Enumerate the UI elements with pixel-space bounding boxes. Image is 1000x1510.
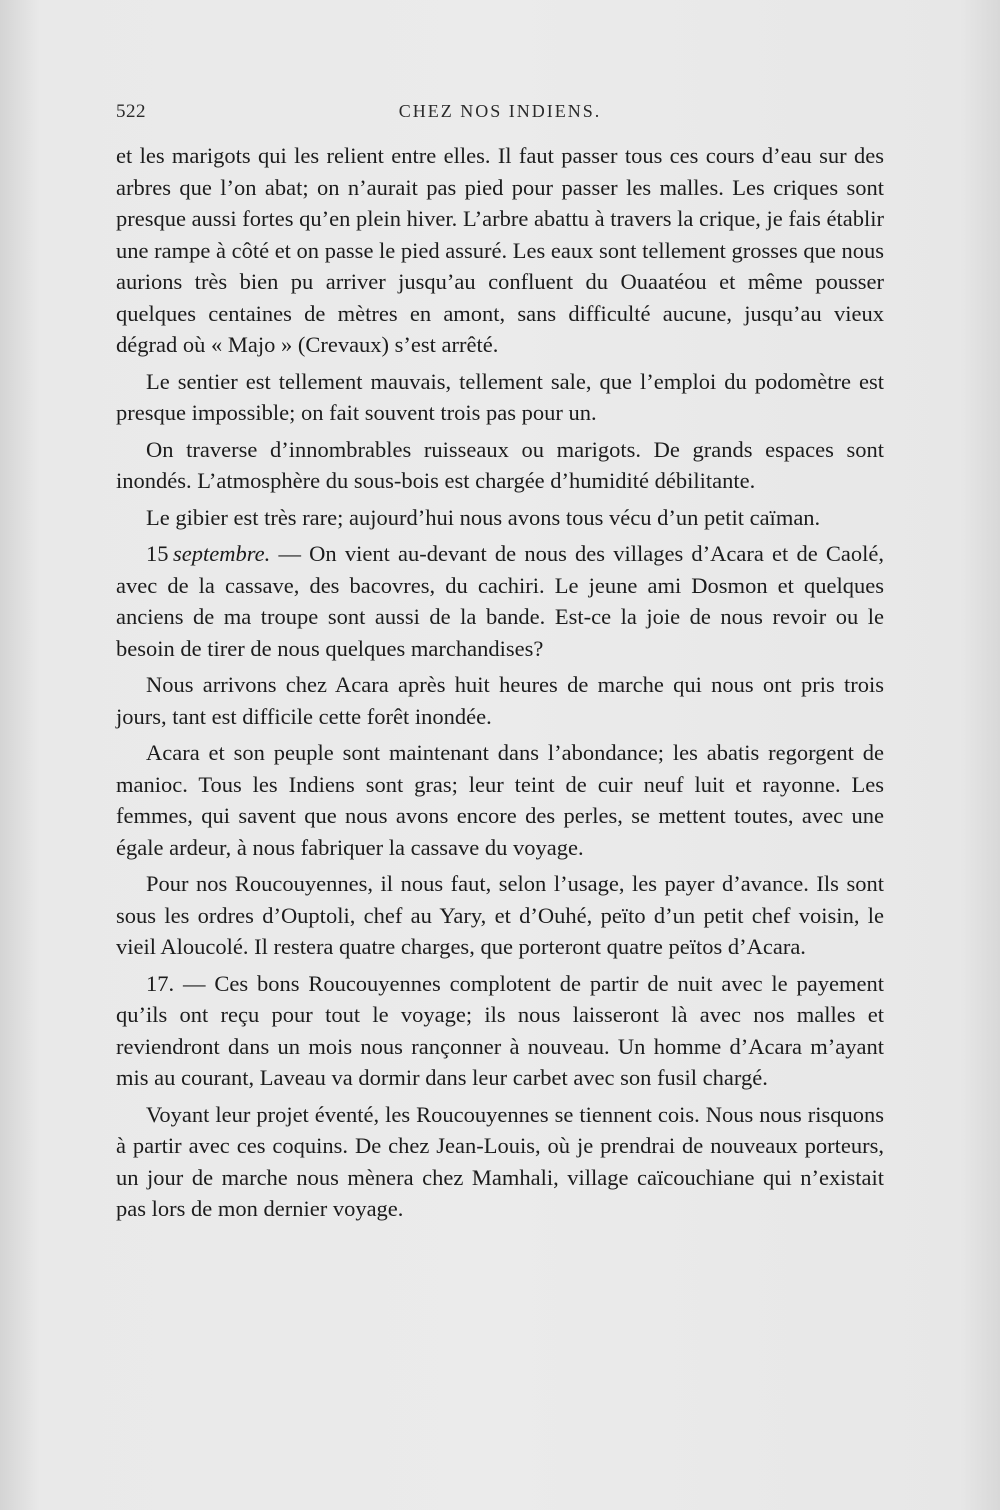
paragraph-dated-entry	[116, 538, 884, 664]
paragraph: Le sentier est tellement mauvais, tellement sale, que l’emploi du podomètre est presque impossible; on fait souvent trois pas pour un.	[116, 368, 884, 425]
paragraph: Le gibier est très rare; aujourd’hui nous avons tous vécu d’un petit caïman.	[146, 504, 821, 530]
running-title: CHEZ NOS INDIENS.	[398, 101, 602, 121]
paragraph: Voyant leur projet éventé, les Roucouyennes se tiennent cois. Nous nous risquons à partir avec ces coquins. De chez Jean-Louis, où je prendrai de nouveaux porteurs, un jour de marche nous mènera chez Mamhali, village caïcouchiane qui n’existait pas lors de mon dernier voyage.	[116, 1101, 884, 1221]
entry-text: — On vient au-devant de nous des villages d’Acara et de Caolé, avec de la cassave, des bacovres, du cachiri. Le jeune ami Dosmon et quelques anciens de ma troupe sont aussi de la bande. Est-ce la joie de nous revoir ou le besoin de tirer de nous quelques marchandises?	[116, 541, 884, 661]
page-header	[116, 101, 884, 131]
paragraph: 17. — Ces bons Roucouyennes complotent de partir de nuit avec le payement qu’ils ont reçu pour tout le voyage; ils nous laisseront là avec nos malles et reviendront dans un mois nous rançonner à nouveau. Un homme d’Acara m’ayant mis au courant, Laveau va dormir dans leur carbet avec son fusil chargé.	[116, 970, 884, 1090]
paragraph: On traverse d’innombrables ruisseaux ou marigots. De grands espaces sont inondés. L’atmosphère du sous-bois est chargée d’humidité débilitante.	[116, 436, 884, 493]
page-number: 522	[116, 101, 146, 122]
body-text	[116, 140, 884, 1230]
paragraph-continued: et les marigots qui les relient entre elles. Il faut passer tous ces cours d’eau sur des arbres que l’on abat; on n’aurait pas pied pour passer les malles. Les criques sont presque aussi fortes qu’en plein hiver. L’arbre abattu à travers la crique, je fais établir une rampe à côté et on passe le pied assuré. Les eaux sont tellement grosses que nous aurions très bien pu arriver jusqu’au confluent du Ouaatéou et même pousser quelques centaines de mètres en amont, sans difficulté aucune, jusqu’au vieux dégrad où « Majo » (Crevaux) s’est arrêté.	[116, 143, 884, 357]
entry-date-number: 15	[146, 541, 169, 566]
paragraph: Acara et son peuple sont maintenant dans l’abondance; les abatis regorgent de manioc. Tous les Indiens sont gras; leur teint de cuir neuf luit et rayonne. Les femmes, qui savent que nous avons encore des perles, se mettent toutes, avec une égale ardeur, à nous fabriquer la cassave du voyage.	[116, 740, 884, 860]
entry-date-month: septembre.	[173, 541, 271, 566]
paragraph: Pour nos Roucouyennes, il nous faut, selon l’usage, les payer d’avance. Ils sont sous les ordres d’Ouptoli, chef au Yary, et d’Ouhé, peïto d’un petit chef voisin, le vieil Aloucolé. Il restera quatre charges, que porteront quatre peïtos d’Acara.	[116, 871, 884, 959]
paragraph: Nous arrivons chez Acara après huit heures de marche qui nous ont pris trois jours, tant est difficile cette forêt inondée.	[116, 672, 884, 729]
